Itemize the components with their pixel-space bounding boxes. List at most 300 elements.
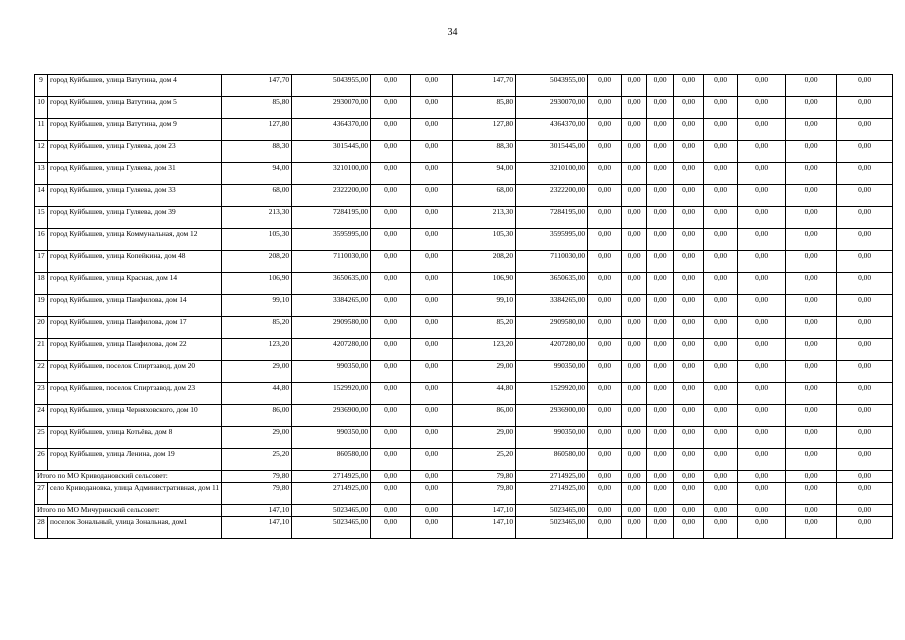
zero-cell: 0,00 bbox=[786, 471, 837, 483]
cost-cell: 5023465,00 bbox=[516, 505, 588, 517]
address-cell: город Куйбышев, улица Ленина, дом 19 bbox=[48, 449, 222, 471]
cost-cell: 3384265,00 bbox=[292, 295, 371, 317]
zero-cell: 0,00 bbox=[371, 273, 411, 295]
area-cell: 68,00 bbox=[222, 185, 292, 207]
table-row bbox=[35, 427, 893, 449]
zero-cell: 0,00 bbox=[647, 405, 674, 427]
cost-cell: 990350,00 bbox=[292, 427, 371, 449]
zero-cell: 0,00 bbox=[622, 471, 647, 483]
zero-cell: 0,00 bbox=[704, 119, 738, 141]
row-number: 14 bbox=[35, 185, 48, 207]
area-cell: 213,30 bbox=[453, 207, 516, 229]
zero-cell: 0,00 bbox=[622, 229, 647, 251]
zero-cell: 0,00 bbox=[371, 295, 411, 317]
zero-cell: 0,00 bbox=[371, 505, 411, 517]
zero-cell: 0,00 bbox=[411, 471, 453, 483]
zero-cell: 0,00 bbox=[738, 273, 786, 295]
area-cell: 106,90 bbox=[453, 273, 516, 295]
zero-cell: 0,00 bbox=[411, 185, 453, 207]
zero-cell: 0,00 bbox=[837, 163, 893, 185]
row-number: 13 bbox=[35, 163, 48, 185]
table-row bbox=[35, 273, 893, 295]
zero-cell: 0,00 bbox=[647, 317, 674, 339]
table-row bbox=[35, 517, 893, 539]
cost-cell: 5023465,00 bbox=[292, 517, 371, 539]
area-cell: 147,70 bbox=[222, 75, 292, 97]
zero-cell: 0,00 bbox=[837, 483, 893, 505]
zero-cell: 0,00 bbox=[837, 383, 893, 405]
area-cell: 86,00 bbox=[222, 405, 292, 427]
zero-cell: 0,00 bbox=[674, 75, 704, 97]
zero-cell: 0,00 bbox=[704, 163, 738, 185]
zero-cell: 0,00 bbox=[738, 339, 786, 361]
address-cell: поселок Зональный, улица Зональная, дом1 bbox=[48, 517, 222, 539]
cost-cell: 2909580,00 bbox=[516, 317, 588, 339]
cost-cell: 4207280,00 bbox=[292, 339, 371, 361]
zero-cell: 0,00 bbox=[837, 505, 893, 517]
zero-cell: 0,00 bbox=[738, 97, 786, 119]
cost-cell: 3650635,00 bbox=[516, 273, 588, 295]
zero-cell: 0,00 bbox=[837, 75, 893, 97]
zero-cell: 0,00 bbox=[704, 273, 738, 295]
cost-cell: 3210100,00 bbox=[292, 163, 371, 185]
zero-cell: 0,00 bbox=[622, 517, 647, 539]
address-cell: город Куйбышев, улица Ватутина, дом 5 bbox=[48, 97, 222, 119]
cost-cell: 2930070,00 bbox=[292, 97, 371, 119]
cost-cell: 2930070,00 bbox=[516, 97, 588, 119]
zero-cell: 0,00 bbox=[674, 505, 704, 517]
area-cell: 86,00 bbox=[453, 405, 516, 427]
address-cell: село Криводановка, улица Административная, дом 11 bbox=[48, 483, 222, 505]
area-cell: 85,20 bbox=[453, 317, 516, 339]
zero-cell: 0,00 bbox=[647, 295, 674, 317]
cost-cell: 1529920,00 bbox=[516, 383, 588, 405]
area-cell: 88,30 bbox=[222, 141, 292, 163]
row-number: 26 bbox=[35, 449, 48, 471]
row-number: 24 bbox=[35, 405, 48, 427]
zero-cell: 0,00 bbox=[786, 449, 837, 471]
zero-cell: 0,00 bbox=[371, 383, 411, 405]
zero-cell: 0,00 bbox=[786, 361, 837, 383]
zero-cell: 0,00 bbox=[588, 383, 622, 405]
area-cell: 79,80 bbox=[453, 471, 516, 483]
cost-cell: 3384265,00 bbox=[516, 295, 588, 317]
area-cell: 123,20 bbox=[222, 339, 292, 361]
zero-cell: 0,00 bbox=[411, 361, 453, 383]
row-number: 16 bbox=[35, 229, 48, 251]
address-cell: город Куйбышев, улица Гуляева, дом 39 bbox=[48, 207, 222, 229]
zero-cell: 0,00 bbox=[647, 163, 674, 185]
zero-cell: 0,00 bbox=[588, 361, 622, 383]
area-cell: 147,10 bbox=[453, 505, 516, 517]
zero-cell: 0,00 bbox=[674, 471, 704, 483]
zero-cell: 0,00 bbox=[704, 185, 738, 207]
address-cell: город Куйбышев, улица Коммунальная, дом 12 bbox=[48, 229, 222, 251]
zero-cell: 0,00 bbox=[647, 383, 674, 405]
zero-cell: 0,00 bbox=[786, 97, 837, 119]
area-cell: 44,80 bbox=[222, 383, 292, 405]
zero-cell: 0,00 bbox=[371, 471, 411, 483]
zero-cell: 0,00 bbox=[622, 505, 647, 517]
zero-cell: 0,00 bbox=[588, 229, 622, 251]
table-row bbox=[35, 75, 893, 97]
zero-cell: 0,00 bbox=[411, 251, 453, 273]
area-cell: 147,10 bbox=[222, 517, 292, 539]
cost-cell: 990350,00 bbox=[516, 361, 588, 383]
housing-program-table bbox=[34, 74, 893, 539]
zero-cell: 0,00 bbox=[411, 141, 453, 163]
zero-cell: 0,00 bbox=[674, 141, 704, 163]
row-number: 28 bbox=[35, 517, 48, 539]
table-row bbox=[35, 405, 893, 427]
zero-cell: 0,00 bbox=[786, 405, 837, 427]
zero-cell: 0,00 bbox=[622, 75, 647, 97]
cost-cell: 7284195,00 bbox=[292, 207, 371, 229]
table-row bbox=[35, 339, 893, 361]
zero-cell: 0,00 bbox=[704, 505, 738, 517]
zero-cell: 0,00 bbox=[786, 251, 837, 273]
address-cell: город Куйбышев, улица Панфилова, дом 22 bbox=[48, 339, 222, 361]
subtotal-label: Итого по МО Мичуринский сельсовет: bbox=[35, 505, 222, 517]
address-cell: город Куйбышев, улица Гуляева, дом 33 bbox=[48, 185, 222, 207]
zero-cell: 0,00 bbox=[371, 361, 411, 383]
zero-cell: 0,00 bbox=[738, 517, 786, 539]
zero-cell: 0,00 bbox=[674, 427, 704, 449]
zero-cell: 0,00 bbox=[786, 427, 837, 449]
area-cell: 99,10 bbox=[222, 295, 292, 317]
zero-cell: 0,00 bbox=[837, 471, 893, 483]
zero-cell: 0,00 bbox=[738, 449, 786, 471]
area-cell: 29,00 bbox=[222, 361, 292, 383]
address-cell: город Куйбышев, улица Панфилова, дом 17 bbox=[48, 317, 222, 339]
zero-cell: 0,00 bbox=[647, 483, 674, 505]
zero-cell: 0,00 bbox=[786, 339, 837, 361]
area-cell: 94,00 bbox=[453, 163, 516, 185]
row-number: 10 bbox=[35, 97, 48, 119]
zero-cell: 0,00 bbox=[786, 141, 837, 163]
zero-cell: 0,00 bbox=[786, 185, 837, 207]
zero-cell: 0,00 bbox=[588, 449, 622, 471]
cost-cell: 4364370,00 bbox=[292, 119, 371, 141]
zero-cell: 0,00 bbox=[411, 427, 453, 449]
cost-cell: 2714925,00 bbox=[292, 483, 371, 505]
zero-cell: 0,00 bbox=[704, 141, 738, 163]
cost-cell: 3595995,00 bbox=[516, 229, 588, 251]
zero-cell: 0,00 bbox=[647, 97, 674, 119]
cost-cell: 4207280,00 bbox=[516, 339, 588, 361]
table-row bbox=[35, 295, 893, 317]
zero-cell: 0,00 bbox=[738, 471, 786, 483]
area-cell: 25,20 bbox=[222, 449, 292, 471]
zero-cell: 0,00 bbox=[647, 251, 674, 273]
zero-cell: 0,00 bbox=[622, 339, 647, 361]
zero-cell: 0,00 bbox=[411, 295, 453, 317]
zero-cell: 0,00 bbox=[786, 505, 837, 517]
zero-cell: 0,00 bbox=[588, 75, 622, 97]
zero-cell: 0,00 bbox=[704, 339, 738, 361]
zero-cell: 0,00 bbox=[622, 119, 647, 141]
zero-cell: 0,00 bbox=[674, 483, 704, 505]
zero-cell: 0,00 bbox=[647, 75, 674, 97]
zero-cell: 0,00 bbox=[588, 339, 622, 361]
area-cell: 85,80 bbox=[222, 97, 292, 119]
zero-cell: 0,00 bbox=[837, 97, 893, 119]
address-cell: город Куйбышев, улица Красная, дом 14 bbox=[48, 273, 222, 295]
zero-cell: 0,00 bbox=[371, 119, 411, 141]
area-cell: 99,10 bbox=[453, 295, 516, 317]
zero-cell: 0,00 bbox=[837, 361, 893, 383]
area-cell: 68,00 bbox=[453, 185, 516, 207]
zero-cell: 0,00 bbox=[647, 207, 674, 229]
zero-cell: 0,00 bbox=[588, 251, 622, 273]
zero-cell: 0,00 bbox=[588, 207, 622, 229]
zero-cell: 0,00 bbox=[647, 119, 674, 141]
zero-cell: 0,00 bbox=[411, 505, 453, 517]
zero-cell: 0,00 bbox=[588, 317, 622, 339]
zero-cell: 0,00 bbox=[588, 427, 622, 449]
area-cell: 85,20 bbox=[222, 317, 292, 339]
zero-cell: 0,00 bbox=[371, 229, 411, 251]
zero-cell: 0,00 bbox=[786, 163, 837, 185]
row-number: 25 bbox=[35, 427, 48, 449]
area-cell: 105,30 bbox=[453, 229, 516, 251]
zero-cell: 0,00 bbox=[674, 163, 704, 185]
area-cell: 147,70 bbox=[453, 75, 516, 97]
cost-cell: 2936900,00 bbox=[292, 405, 371, 427]
zero-cell: 0,00 bbox=[674, 185, 704, 207]
zero-cell: 0,00 bbox=[371, 141, 411, 163]
zero-cell: 0,00 bbox=[786, 517, 837, 539]
zero-cell: 0,00 bbox=[674, 361, 704, 383]
zero-cell: 0,00 bbox=[588, 119, 622, 141]
table-row bbox=[35, 119, 893, 141]
cost-cell: 5023465,00 bbox=[292, 505, 371, 517]
cost-cell: 7110030,00 bbox=[516, 251, 588, 273]
zero-cell: 0,00 bbox=[674, 339, 704, 361]
zero-cell: 0,00 bbox=[738, 75, 786, 97]
zero-cell: 0,00 bbox=[411, 229, 453, 251]
cost-cell: 5023465,00 bbox=[516, 517, 588, 539]
zero-cell: 0,00 bbox=[704, 75, 738, 97]
subtotal-label: Итого по МО Криводановский сельсовет: bbox=[35, 471, 222, 483]
zero-cell: 0,00 bbox=[622, 483, 647, 505]
zero-cell: 0,00 bbox=[411, 517, 453, 539]
zero-cell: 0,00 bbox=[704, 317, 738, 339]
row-number: 27 bbox=[35, 483, 48, 505]
zero-cell: 0,00 bbox=[371, 405, 411, 427]
zero-cell: 0,00 bbox=[786, 295, 837, 317]
zero-cell: 0,00 bbox=[704, 471, 738, 483]
zero-cell: 0,00 bbox=[622, 295, 647, 317]
table-row bbox=[35, 361, 893, 383]
zero-cell: 0,00 bbox=[786, 483, 837, 505]
zero-cell: 0,00 bbox=[674, 517, 704, 539]
address-cell: город Куйбышев, поселок Спиртзавод, дом 20 bbox=[48, 361, 222, 383]
cost-cell: 3210100,00 bbox=[516, 163, 588, 185]
zero-cell: 0,00 bbox=[674, 207, 704, 229]
area-cell: 29,00 bbox=[453, 361, 516, 383]
zero-cell: 0,00 bbox=[837, 339, 893, 361]
zero-cell: 0,00 bbox=[837, 141, 893, 163]
zero-cell: 0,00 bbox=[647, 361, 674, 383]
zero-cell: 0,00 bbox=[647, 229, 674, 251]
area-cell: 44,80 bbox=[453, 383, 516, 405]
cost-cell: 2909580,00 bbox=[292, 317, 371, 339]
zero-cell: 0,00 bbox=[674, 119, 704, 141]
zero-cell: 0,00 bbox=[622, 207, 647, 229]
zero-cell: 0,00 bbox=[738, 119, 786, 141]
zero-cell: 0,00 bbox=[371, 483, 411, 505]
zero-cell: 0,00 bbox=[738, 483, 786, 505]
zero-cell: 0,00 bbox=[647, 185, 674, 207]
subtotal-row bbox=[35, 471, 893, 483]
area-cell: 106,90 bbox=[222, 273, 292, 295]
zero-cell: 0,00 bbox=[786, 273, 837, 295]
cost-cell: 1529920,00 bbox=[292, 383, 371, 405]
zero-cell: 0,00 bbox=[704, 251, 738, 273]
zero-cell: 0,00 bbox=[622, 185, 647, 207]
area-cell: 94,00 bbox=[222, 163, 292, 185]
zero-cell: 0,00 bbox=[786, 75, 837, 97]
area-cell: 105,30 bbox=[222, 229, 292, 251]
zero-cell: 0,00 bbox=[588, 141, 622, 163]
zero-cell: 0,00 bbox=[411, 449, 453, 471]
area-cell: 127,80 bbox=[222, 119, 292, 141]
cost-cell: 2714925,00 bbox=[516, 483, 588, 505]
zero-cell: 0,00 bbox=[622, 361, 647, 383]
address-cell: город Куйбышев, улица Гуляева, дом 31 bbox=[48, 163, 222, 185]
zero-cell: 0,00 bbox=[786, 317, 837, 339]
zero-cell: 0,00 bbox=[622, 251, 647, 273]
row-number: 21 bbox=[35, 339, 48, 361]
zero-cell: 0,00 bbox=[622, 427, 647, 449]
zero-cell: 0,00 bbox=[411, 119, 453, 141]
zero-cell: 0,00 bbox=[704, 295, 738, 317]
zero-cell: 0,00 bbox=[647, 517, 674, 539]
cost-cell: 2714925,00 bbox=[292, 471, 371, 483]
row-number: 18 bbox=[35, 273, 48, 295]
cost-cell: 3015445,00 bbox=[516, 141, 588, 163]
zero-cell: 0,00 bbox=[704, 229, 738, 251]
cost-cell: 7284195,00 bbox=[516, 207, 588, 229]
zero-cell: 0,00 bbox=[371, 251, 411, 273]
row-number: 20 bbox=[35, 317, 48, 339]
zero-cell: 0,00 bbox=[837, 317, 893, 339]
zero-cell: 0,00 bbox=[704, 517, 738, 539]
zero-cell: 0,00 bbox=[647, 339, 674, 361]
zero-cell: 0,00 bbox=[647, 505, 674, 517]
zero-cell: 0,00 bbox=[674, 229, 704, 251]
cost-cell: 990350,00 bbox=[292, 361, 371, 383]
row-number: 15 bbox=[35, 207, 48, 229]
area-cell: 127,80 bbox=[453, 119, 516, 141]
zero-cell: 0,00 bbox=[588, 163, 622, 185]
cost-cell: 2714925,00 bbox=[516, 471, 588, 483]
zero-cell: 0,00 bbox=[738, 361, 786, 383]
zero-cell: 0,00 bbox=[738, 383, 786, 405]
cost-cell: 5043955,00 bbox=[516, 75, 588, 97]
zero-cell: 0,00 bbox=[588, 273, 622, 295]
area-cell: 79,80 bbox=[453, 483, 516, 505]
zero-cell: 0,00 bbox=[411, 163, 453, 185]
zero-cell: 0,00 bbox=[588, 97, 622, 119]
zero-cell: 0,00 bbox=[674, 273, 704, 295]
zero-cell: 0,00 bbox=[588, 471, 622, 483]
zero-cell: 0,00 bbox=[588, 405, 622, 427]
zero-cell: 0,00 bbox=[837, 251, 893, 273]
zero-cell: 0,00 bbox=[704, 427, 738, 449]
zero-cell: 0,00 bbox=[647, 141, 674, 163]
zero-cell: 0,00 bbox=[786, 229, 837, 251]
zero-cell: 0,00 bbox=[704, 483, 738, 505]
address-cell: город Куйбышев, улица Ватутина, дом 9 bbox=[48, 119, 222, 141]
area-cell: 79,80 bbox=[222, 483, 292, 505]
row-number: 23 bbox=[35, 383, 48, 405]
address-cell: город Куйбышев, поселок Спиртзавод, дом 23 bbox=[48, 383, 222, 405]
area-cell: 85,80 bbox=[453, 97, 516, 119]
zero-cell: 0,00 bbox=[738, 207, 786, 229]
area-cell: 123,20 bbox=[453, 339, 516, 361]
zero-cell: 0,00 bbox=[411, 75, 453, 97]
table-row bbox=[35, 141, 893, 163]
zero-cell: 0,00 bbox=[411, 339, 453, 361]
zero-cell: 0,00 bbox=[647, 273, 674, 295]
zero-cell: 0,00 bbox=[622, 449, 647, 471]
zero-cell: 0,00 bbox=[674, 317, 704, 339]
zero-cell: 0,00 bbox=[786, 383, 837, 405]
zero-cell: 0,00 bbox=[738, 251, 786, 273]
address-cell: город Куйбышев, улица Котьёва, дом 8 bbox=[48, 427, 222, 449]
table-row bbox=[35, 251, 893, 273]
zero-cell: 0,00 bbox=[647, 471, 674, 483]
zero-cell: 0,00 bbox=[738, 229, 786, 251]
table-row bbox=[35, 383, 893, 405]
zero-cell: 0,00 bbox=[837, 185, 893, 207]
zero-cell: 0,00 bbox=[674, 97, 704, 119]
zero-cell: 0,00 bbox=[622, 141, 647, 163]
row-number: 19 bbox=[35, 295, 48, 317]
zero-cell: 0,00 bbox=[738, 505, 786, 517]
zero-cell: 0,00 bbox=[371, 207, 411, 229]
zero-cell: 0,00 bbox=[371, 163, 411, 185]
zero-cell: 0,00 bbox=[837, 405, 893, 427]
zero-cell: 0,00 bbox=[704, 449, 738, 471]
zero-cell: 0,00 bbox=[674, 251, 704, 273]
zero-cell: 0,00 bbox=[738, 163, 786, 185]
zero-cell: 0,00 bbox=[411, 317, 453, 339]
zero-cell: 0,00 bbox=[738, 295, 786, 317]
cost-cell: 5043955,00 bbox=[292, 75, 371, 97]
zero-cell: 0,00 bbox=[837, 273, 893, 295]
area-cell: 88,30 bbox=[453, 141, 516, 163]
table-row bbox=[35, 483, 893, 505]
address-cell: город Куйбышев, улица Панфилова, дом 14 bbox=[48, 295, 222, 317]
subtotal-row bbox=[35, 505, 893, 517]
address-cell: город Куйбышев, улица Черняховского, дом 10 bbox=[48, 405, 222, 427]
zero-cell: 0,00 bbox=[738, 141, 786, 163]
zero-cell: 0,00 bbox=[371, 185, 411, 207]
cost-cell: 7110030,00 bbox=[292, 251, 371, 273]
address-cell: город Куйбышев, улица Ватутина, дом 4 bbox=[48, 75, 222, 97]
cost-cell: 2322200,00 bbox=[292, 185, 371, 207]
zero-cell: 0,00 bbox=[837, 229, 893, 251]
zero-cell: 0,00 bbox=[674, 295, 704, 317]
area-cell: 79,80 bbox=[222, 471, 292, 483]
zero-cell: 0,00 bbox=[647, 427, 674, 449]
zero-cell: 0,00 bbox=[622, 163, 647, 185]
table-row bbox=[35, 449, 893, 471]
zero-cell: 0,00 bbox=[588, 185, 622, 207]
